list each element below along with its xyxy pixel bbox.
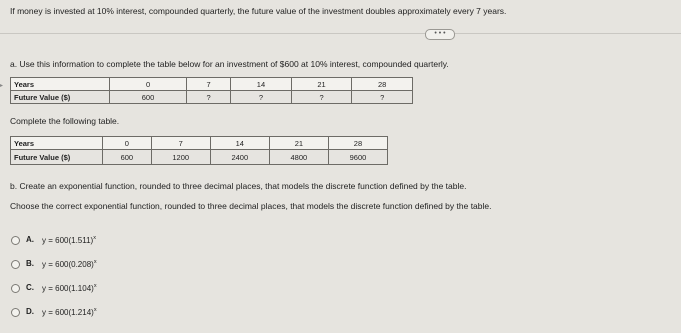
- table-cell: 21: [291, 78, 352, 91]
- table-cell: 28: [352, 78, 413, 91]
- filled-table: [10, 136, 388, 165]
- answer-cell[interactable]: ?: [291, 91, 352, 104]
- answer-cell[interactable]: 9600: [328, 150, 387, 165]
- answer-cell[interactable]: 1200: [151, 150, 210, 165]
- row-header-years: Years: [11, 137, 103, 150]
- option-letter: D.: [26, 307, 34, 316]
- expand-more-button[interactable]: • • •: [425, 29, 455, 40]
- exponent: x: [93, 235, 96, 241]
- table-cell: 21: [269, 137, 328, 150]
- option-letter: A.: [26, 235, 34, 244]
- complete-table-label: Complete the following table.: [10, 116, 120, 126]
- radio-button[interactable]: [11, 260, 20, 269]
- answer-cell[interactable]: 2400: [210, 150, 269, 165]
- table-cell: 14: [210, 137, 269, 150]
- table-cell: 14: [231, 78, 292, 91]
- option-letter: C.: [26, 283, 34, 292]
- part-b-instruction: Choose the correct exponential function, rounded to three decimal places, that models the discrete function defined by the table.: [10, 201, 492, 211]
- question-intro: If money is invested at 10% interest, compounded quarterly, the future value of the investment doubles approximately every 7 years.: [10, 6, 507, 16]
- section-divider: [0, 33, 681, 34]
- table-cell: 0: [103, 137, 152, 150]
- radio-button[interactable]: [11, 308, 20, 317]
- exponent: x: [93, 283, 97, 289]
- row-header-future-value: Future Value ($): [11, 91, 110, 104]
- exponent: x: [93, 259, 97, 265]
- answer-cell[interactable]: ?: [352, 91, 413, 104]
- answer-cell[interactable]: ?: [187, 91, 231, 104]
- part-b-prompt: b. Create an exponential function, rounded to three decimal places, that models the discrete function defined by the table.: [10, 181, 467, 191]
- table-row: [11, 78, 413, 91]
- table-cell: 0: [110, 78, 187, 91]
- blank-table: [10, 77, 413, 104]
- part-a-prompt: a. Use this information to complete the table below for an investment of $600 at 10% interest, compounded quarterly.: [10, 59, 449, 69]
- table-cell: 7: [187, 78, 231, 91]
- option-expr-text: y = 600(1.511): [42, 236, 94, 245]
- option-expr-text: y = 600(1.104): [42, 284, 94, 293]
- option-expr-text: y = 600(1.214): [42, 308, 94, 317]
- table-cell: 600: [103, 150, 152, 165]
- exponent: x: [93, 307, 97, 313]
- row-header-years: Years: [11, 78, 110, 91]
- side-marker-icon: ▸: [0, 83, 4, 89]
- option-expression: [42, 283, 97, 293]
- table-cell: 7: [151, 137, 210, 150]
- option-expression: [42, 307, 97, 317]
- row-header-future-value: Future Value ($): [11, 150, 103, 165]
- table-row: [11, 137, 388, 150]
- table-row: [11, 91, 413, 104]
- table-cell: 28: [328, 137, 387, 150]
- option-letter: B.: [26, 259, 34, 268]
- answer-cell[interactable]: 4800: [269, 150, 328, 165]
- table-row: [11, 150, 388, 165]
- option-expression: [42, 259, 97, 269]
- answer-cell[interactable]: ?: [231, 91, 292, 104]
- table-cell: 600: [110, 91, 187, 104]
- radio-button[interactable]: [11, 236, 20, 245]
- option-expression: [42, 235, 96, 245]
- radio-button[interactable]: [11, 284, 20, 293]
- option-expr-text: y = 600(0.208): [42, 260, 94, 269]
